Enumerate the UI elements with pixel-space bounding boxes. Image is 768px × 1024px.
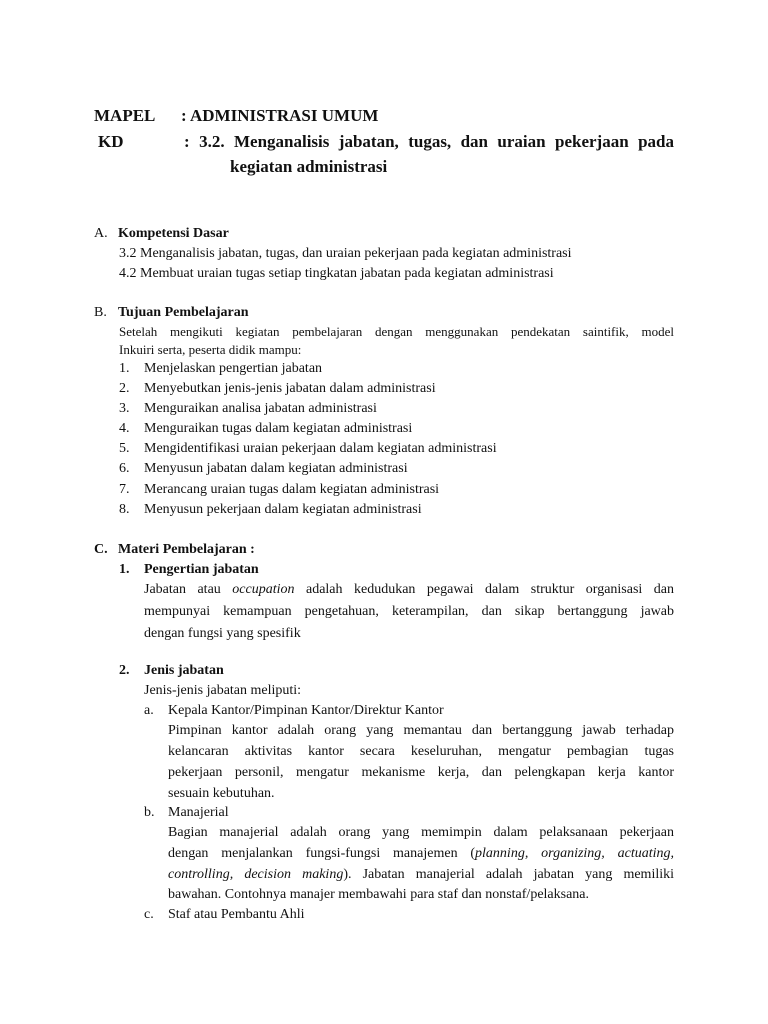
jabatan-b-line3-b: ). Jabatan manajerial adalah jabatan yang memiliki — [343, 867, 675, 882]
materi-1-line1 — [144, 582, 674, 598]
jabatan-b-line4: bawahan. Contohnya manajer membawahi para staf dan nonstaf/pelaksana. — [168, 887, 590, 902]
kd-label: KD — [98, 132, 124, 151]
tujuan-item: Merancang uraian tugas dalam kegiatan administrasi — [144, 482, 440, 497]
section-c-heading — [94, 542, 255, 558]
materi-1-line2: mempunyai kemampuan pengetahuan, keterampilan, dan sikap bertanggung jawab — [144, 604, 674, 619]
materi-2-title: Jenis jabatan — [144, 663, 224, 678]
kd-item: 4.2 Membuat uraian tugas setiap tingkatan jabatan pada kegiatan administrasi — [119, 266, 554, 281]
tujuan-item: Menjelaskan pengertian jabatan — [144, 361, 323, 376]
jabatan-b-title: Manajerial — [168, 805, 229, 820]
tujuan-item-number: 3. — [119, 401, 130, 416]
tujuan-item-number: 7. — [119, 482, 130, 497]
tujuan-intro-line1: Setelah mengikuti kegiatan pembelajaran dengan menggunakan pendekatan saintifik, model — [119, 324, 674, 339]
tujuan-item: Mengidentifikasi uraian pekerjaan dalam kegiatan administrasi — [144, 441, 497, 456]
mapel-label: MAPEL — [94, 106, 156, 125]
kd-value-line2: kegiatan administrasi — [230, 157, 388, 176]
tujuan-item-number: 8. — [119, 502, 130, 517]
tujuan-item-number: 6. — [119, 461, 130, 476]
tujuan-item-number: 1. — [119, 361, 130, 376]
tujuan-item-number: 5. — [119, 441, 130, 456]
jabatan-b-line1: Bagian manajerial adalah orang yang memimpin dalam pelaksanaan pekerjaan — [168, 825, 674, 840]
management-functions-term-cont: controlling, decision making — [168, 867, 344, 882]
section-c-title: Materi Pembelajaran : — [118, 542, 255, 557]
materi-2-number: 2. — [119, 663, 130, 678]
section-a-letter: A. — [94, 226, 108, 241]
jabatan-b-letter: b. — [144, 805, 155, 820]
materi-1-number: 1. — [119, 562, 130, 577]
section-b-title: Tujuan Pembelajaran — [118, 305, 249, 320]
section-c-letter: C. — [94, 542, 108, 557]
jabatan-b-line2-a: dengan menjalankan fungsi-fungsi manajemen ( — [168, 846, 476, 861]
jabatan-a-title: Kepala Kantor/Pimpinan Kantor/Direktur Kantor — [168, 703, 444, 718]
section-a-heading — [94, 226, 229, 242]
occupation-term: occupation — [232, 582, 295, 597]
kd-value-line1: : 3.2. Menganalisis jabatan, tugas, dan uraian pekerjaan pada — [184, 132, 674, 151]
mapel-value: : ADMINISTRASI UMUM — [181, 106, 379, 125]
materi-1-title: Pengertian jabatan — [144, 562, 259, 577]
jabatan-c-title: Staf atau Pembantu Ahli — [168, 907, 305, 922]
jabatan-b-line2 — [168, 846, 674, 862]
tujuan-intro-line2: Inkuiri serta, peserta didik mampu: — [119, 342, 302, 357]
management-functions-term: planning, organizing, actuating, — [475, 846, 674, 861]
materi-2-intro: Jenis-jenis jabatan meliputi: — [144, 683, 302, 698]
section-a-title: Kompetensi Dasar — [118, 226, 229, 241]
kd-item: 3.2 Menganalisis jabatan, tugas, dan uraian pekerjaan pada kegiatan administrasi — [119, 246, 572, 261]
section-b-letter: B. — [94, 305, 107, 320]
tujuan-item: Menguraikan tugas dalam kegiatan administrasi — [144, 421, 413, 436]
jabatan-a-line3: pekerjaan personil, mengatur mekanisme kerja, dan pelengkapan kerja kantor — [168, 765, 674, 780]
jabatan-b-line3 — [168, 867, 674, 883]
materi-1-line3: dengan fungsi yang spesifik — [144, 626, 301, 641]
tujuan-item: Menyusun pekerjaan dalam kegiatan administrasi — [144, 502, 422, 517]
tujuan-item: Menyebutkan jenis-jenis jabatan dalam administrasi — [144, 381, 436, 396]
jabatan-c-letter: c. — [144, 907, 154, 922]
jabatan-a-line2: kelancaran aktivitas kantor secara keseluruhan, mengatur pembagian tugas — [168, 744, 674, 759]
tujuan-item-number: 4. — [119, 421, 130, 436]
jabatan-a-letter: a. — [144, 703, 154, 718]
section-b-heading — [94, 305, 249, 321]
jabatan-a-line4: sesuain kebutuhan. — [168, 786, 275, 801]
tujuan-item: Menyusun jabatan dalam kegiatan administrasi — [144, 461, 408, 476]
materi-1-line1-b: adalah kedudukan pegawai dalam struktur organisasi dan — [294, 582, 675, 597]
tujuan-item-number: 2. — [119, 381, 130, 396]
jabatan-a-line1: Pimpinan kantor adalah orang yang memantau dan bertanggung jawab terhadap — [168, 723, 674, 738]
materi-1-line1-a: Jabatan atau — [144, 582, 233, 597]
tujuan-item: Menguraikan analisa jabatan administrasi — [144, 401, 377, 416]
